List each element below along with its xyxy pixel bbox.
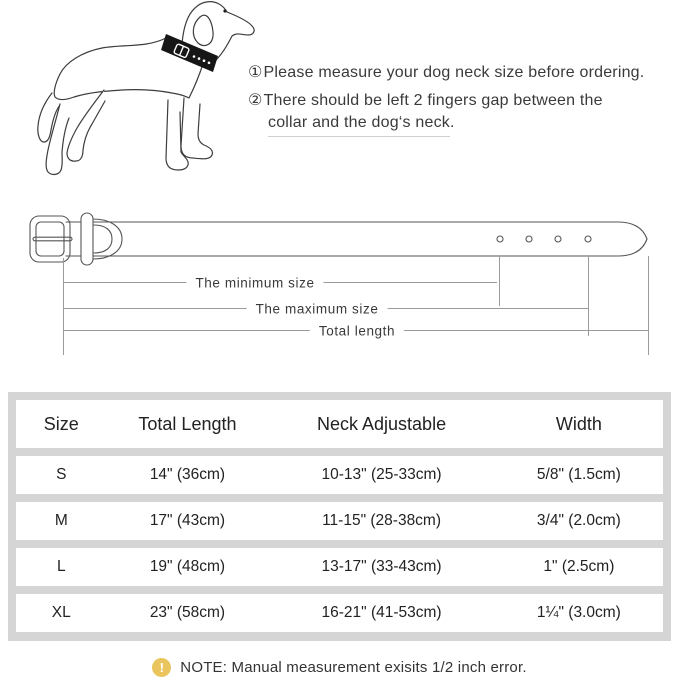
maximum-size-label: The maximum size [247, 302, 388, 317]
cell-total-length: 17" (43cm) [149, 512, 226, 529]
cell-width: 5/8" (1.5cm) [536, 466, 621, 483]
cell-size: L [56, 558, 66, 575]
instruction-2-text-cont: collar and the dog‘s neck. [268, 114, 455, 131]
dog-rear-leg-near [67, 90, 105, 161]
header-neck-adjustable: Neck Adjustable [317, 413, 447, 434]
cell-neck-adjustable: 10-13" (25-33cm) [321, 466, 442, 483]
table-row-s [16, 456, 663, 494]
note-bar [0, 658, 679, 677]
collar-holes [497, 236, 591, 242]
cell-neck-adjustable: 16-21" (41-53cm) [321, 604, 442, 621]
guide-vertical-last-hole [588, 256, 589, 336]
cell-neck-adjustable: 13-17" (33-43cm) [321, 558, 442, 575]
table-row-l [16, 548, 663, 586]
instruction-underline [268, 136, 450, 137]
guide-vertical-buckle [63, 258, 64, 355]
cell-width: 1¼" (3.0cm) [536, 604, 621, 621]
table-row-m [16, 502, 663, 540]
collar-buckle-inner [36, 222, 64, 256]
header-size: Size [43, 413, 79, 434]
dog-illustration [22, 0, 262, 190]
total-length-label: Total length [310, 324, 404, 339]
collar-fold-inner [94, 225, 112, 253]
size-table [8, 392, 671, 641]
instruction-1-text: Please measure your dog neck size before ordering. [263, 64, 645, 81]
cell-width: 1" (2.5cm) [543, 558, 615, 575]
instruction-2-text: There should be left 2 fingers gap between the [263, 92, 603, 109]
guide-vertical-first-hole [499, 256, 500, 306]
size-table-header-row [16, 400, 663, 448]
cell-width: 3/4" (2.0cm) [536, 512, 621, 529]
exclamation-icon: ! [152, 658, 171, 677]
minimum-size-label: The minimum size [186, 276, 323, 291]
collar-buckle-prong [33, 237, 72, 241]
collar-technical-drawing [0, 195, 679, 275]
cell-total-length: 23" (58cm) [149, 604, 226, 621]
instruction-2 [248, 90, 603, 110]
collar-keeper-loop [81, 213, 93, 265]
table-row-xl [16, 594, 663, 632]
dog-front-leg-near [181, 98, 212, 159]
cell-total-length: 14" (36cm) [149, 466, 226, 483]
note-text: NOTE: Manual measurement exisits 1/2 inch error. [180, 659, 527, 676]
cell-size: XL [51, 604, 71, 621]
cell-size: M [54, 512, 68, 529]
circled-2: ② [248, 92, 263, 109]
header-total-length: Total Length [138, 413, 237, 434]
instruction-1 [248, 62, 644, 82]
instruction-2-continued [268, 114, 455, 132]
dog-eye [223, 9, 226, 12]
cell-total-length: 19" (48cm) [149, 558, 226, 575]
cell-size: S [56, 466, 67, 483]
circled-1: ① [248, 64, 263, 81]
header-width: Width [555, 413, 602, 434]
guide-vertical-tip [648, 256, 649, 355]
cell-neck-adjustable: 11-15" (28-38cm) [322, 512, 442, 529]
